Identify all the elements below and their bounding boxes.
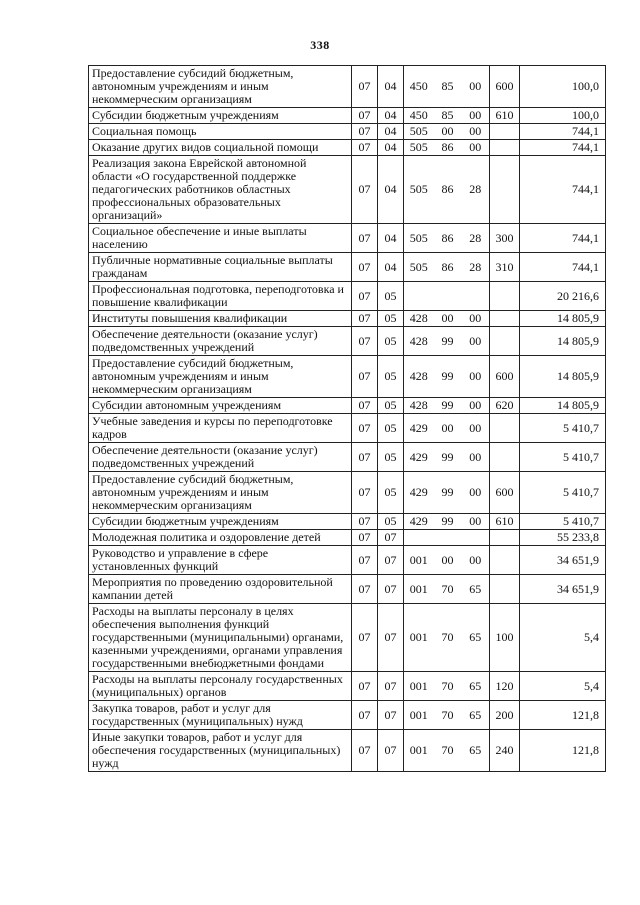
row-name: Социальное обеспечение и иные выплаты населению bbox=[89, 224, 352, 253]
table-row bbox=[89, 311, 606, 327]
amount: 121,8 bbox=[520, 701, 606, 730]
row-name: Субсидии бюджетным учреждениям bbox=[89, 108, 352, 124]
table-row bbox=[89, 472, 606, 514]
amount: 5,4 bbox=[520, 604, 606, 672]
target-article-code-2: 00 bbox=[434, 414, 462, 443]
target-article-code-3: 00 bbox=[462, 414, 490, 443]
table-row bbox=[89, 575, 606, 604]
subsection-code: 07 bbox=[378, 604, 404, 672]
expense-type-code: 240 bbox=[490, 730, 520, 772]
amount: 5,4 bbox=[520, 672, 606, 701]
row-name: Профессиональная подготовка, переподготовка и повышение квалификации bbox=[89, 282, 352, 311]
row-name: Оказание других видов социальной помощи bbox=[89, 140, 352, 156]
row-name: Институты повышения квалификации bbox=[89, 311, 352, 327]
target-article-code-1: 505 bbox=[404, 124, 434, 140]
section-code: 07 bbox=[352, 575, 378, 604]
amount: 744,1 bbox=[520, 124, 606, 140]
amount: 34 651,9 bbox=[520, 546, 606, 575]
target-article-code-2: 99 bbox=[434, 356, 462, 398]
section-code: 07 bbox=[352, 124, 378, 140]
table-row bbox=[89, 108, 606, 124]
row-name: Публичные нормативные социальные выплаты гражданам bbox=[89, 253, 352, 282]
expense-type-code: 300 bbox=[490, 224, 520, 253]
section-code: 07 bbox=[352, 140, 378, 156]
section-code: 07 bbox=[352, 253, 378, 282]
row-name: Расходы на выплаты персоналу государственных (муниципальных) органов bbox=[89, 672, 352, 701]
section-code: 07 bbox=[352, 514, 378, 530]
subsection-code: 04 bbox=[378, 224, 404, 253]
expense-type-code: 610 bbox=[490, 514, 520, 530]
target-article-code-1: 428 bbox=[404, 356, 434, 398]
table-row bbox=[89, 156, 606, 224]
table-row bbox=[89, 124, 606, 140]
expense-type-code bbox=[490, 443, 520, 472]
expense-type-code bbox=[490, 530, 520, 546]
subsection-code: 07 bbox=[378, 546, 404, 575]
table-row bbox=[89, 701, 606, 730]
expense-type-code: 620 bbox=[490, 398, 520, 414]
expense-type-code bbox=[490, 311, 520, 327]
row-name: Обеспечение деятельности (оказание услуг) подведомственных учреждений bbox=[89, 327, 352, 356]
target-article-code-2: 70 bbox=[434, 604, 462, 672]
table-row bbox=[89, 546, 606, 575]
subsection-code: 07 bbox=[378, 672, 404, 701]
target-article-code-1: 429 bbox=[404, 414, 434, 443]
table-row bbox=[89, 443, 606, 472]
expense-type-code bbox=[490, 575, 520, 604]
subsection-code: 07 bbox=[378, 575, 404, 604]
row-name: Руководство и управление в сфере установленных функций bbox=[89, 546, 352, 575]
amount: 55 233,8 bbox=[520, 530, 606, 546]
subsection-code: 07 bbox=[378, 701, 404, 730]
target-article-code-1: 505 bbox=[404, 224, 434, 253]
row-name: Расходы на выплаты персоналу в целях обеспечения выполнения функций государственными (муниципальными) органами, казенными учреждениями, органами управления государственными внебюджетными фондами bbox=[89, 604, 352, 672]
amount: 20 216,6 bbox=[520, 282, 606, 311]
table-row bbox=[89, 730, 606, 772]
target-article-code-1: 001 bbox=[404, 672, 434, 701]
target-article-code-1: 001 bbox=[404, 604, 434, 672]
target-article-code-2: 70 bbox=[434, 575, 462, 604]
table-row bbox=[89, 282, 606, 311]
target-article-code-2: 86 bbox=[434, 140, 462, 156]
section-code: 07 bbox=[352, 530, 378, 546]
section-code: 07 bbox=[352, 224, 378, 253]
target-article-code-3: 28 bbox=[462, 224, 490, 253]
target-article-code-1: 001 bbox=[404, 575, 434, 604]
subsection-code: 05 bbox=[378, 311, 404, 327]
amount: 14 805,9 bbox=[520, 356, 606, 398]
amount: 14 805,9 bbox=[520, 327, 606, 356]
budget-table bbox=[88, 65, 606, 772]
expense-type-code bbox=[490, 546, 520, 575]
row-name: Учебные заведения и курсы по переподготовке кадров bbox=[89, 414, 352, 443]
table-row bbox=[89, 356, 606, 398]
target-article-code-1: 001 bbox=[404, 701, 434, 730]
target-article-code-2: 99 bbox=[434, 472, 462, 514]
row-name: Социальная помощь bbox=[89, 124, 352, 140]
subsection-code: 07 bbox=[378, 530, 404, 546]
section-code: 07 bbox=[352, 156, 378, 224]
subsection-code: 05 bbox=[378, 398, 404, 414]
subsection-code: 04 bbox=[378, 156, 404, 224]
target-article-code-3: 00 bbox=[462, 124, 490, 140]
subsection-code: 05 bbox=[378, 356, 404, 398]
amount: 5 410,7 bbox=[520, 472, 606, 514]
target-article-code-3: 00 bbox=[462, 311, 490, 327]
amount: 100,0 bbox=[520, 66, 606, 108]
target-article-code-1: 429 bbox=[404, 472, 434, 514]
page-number: 338 bbox=[310, 38, 330, 52]
target-article-code-3: 00 bbox=[462, 472, 490, 514]
section-code: 07 bbox=[352, 604, 378, 672]
target-article-code-2: 99 bbox=[434, 398, 462, 414]
section-code: 07 bbox=[352, 472, 378, 514]
target-article-code-1: 001 bbox=[404, 546, 434, 575]
target-article-code-1: 450 bbox=[404, 108, 434, 124]
table-row bbox=[89, 140, 606, 156]
target-article-code-2: 70 bbox=[434, 672, 462, 701]
target-article-code-2: 86 bbox=[434, 253, 462, 282]
row-name: Реализация закона Еврейской автономной области «О государственной поддержке педагогических работников областных профессиональных образовательных организаций» bbox=[89, 156, 352, 224]
amount: 744,1 bbox=[520, 156, 606, 224]
subsection-code: 04 bbox=[378, 140, 404, 156]
target-article-code-2: 86 bbox=[434, 224, 462, 253]
target-article-code-2: 99 bbox=[434, 327, 462, 356]
target-article-code-3: 65 bbox=[462, 672, 490, 701]
section-code: 07 bbox=[352, 327, 378, 356]
target-article-code-2 bbox=[434, 282, 462, 311]
target-article-code-3: 28 bbox=[462, 156, 490, 224]
target-article-code-3: 65 bbox=[462, 730, 490, 772]
target-article-code-2: 85 bbox=[434, 66, 462, 108]
section-code: 07 bbox=[352, 398, 378, 414]
target-article-code-1: 450 bbox=[404, 66, 434, 108]
row-name: Обеспечение деятельности (оказание услуг) подведомственных учреждений bbox=[89, 443, 352, 472]
target-article-code-1: 001 bbox=[404, 730, 434, 772]
target-article-code-3: 65 bbox=[462, 701, 490, 730]
amount: 14 805,9 bbox=[520, 398, 606, 414]
target-article-code-3: 65 bbox=[462, 604, 490, 672]
section-code: 07 bbox=[352, 730, 378, 772]
subsection-code: 05 bbox=[378, 327, 404, 356]
target-article-code-1 bbox=[404, 530, 434, 546]
target-article-code-3: 00 bbox=[462, 398, 490, 414]
target-article-code-3: 00 bbox=[462, 356, 490, 398]
row-name: Субсидии автономным учреждениям bbox=[89, 398, 352, 414]
expense-type-code: 310 bbox=[490, 253, 520, 282]
target-article-code-3: 00 bbox=[462, 327, 490, 356]
amount: 100,0 bbox=[520, 108, 606, 124]
expense-type-code bbox=[490, 140, 520, 156]
amount: 5 410,7 bbox=[520, 514, 606, 530]
subsection-code: 04 bbox=[378, 253, 404, 282]
target-article-code-1: 429 bbox=[404, 514, 434, 530]
target-article-code-3 bbox=[462, 282, 490, 311]
section-code: 07 bbox=[352, 701, 378, 730]
target-article-code-2: 85 bbox=[434, 108, 462, 124]
target-article-code-3: 00 bbox=[462, 66, 490, 108]
subsection-code: 05 bbox=[378, 282, 404, 311]
section-code: 07 bbox=[352, 546, 378, 575]
expense-type-code: 600 bbox=[490, 356, 520, 398]
amount: 744,1 bbox=[520, 140, 606, 156]
amount: 34 651,9 bbox=[520, 575, 606, 604]
amount: 5 410,7 bbox=[520, 443, 606, 472]
target-article-code-2: 70 bbox=[434, 730, 462, 772]
table-row bbox=[89, 66, 606, 108]
section-code: 07 bbox=[352, 66, 378, 108]
section-code: 07 bbox=[352, 443, 378, 472]
amount: 5 410,7 bbox=[520, 414, 606, 443]
amount: 14 805,9 bbox=[520, 311, 606, 327]
expense-type-code bbox=[490, 124, 520, 140]
target-article-code-2 bbox=[434, 530, 462, 546]
table-row bbox=[89, 604, 606, 672]
target-article-code-3: 00 bbox=[462, 546, 490, 575]
target-article-code-1 bbox=[404, 282, 434, 311]
section-code: 07 bbox=[352, 108, 378, 124]
expense-type-code bbox=[490, 282, 520, 311]
section-code: 07 bbox=[352, 311, 378, 327]
target-article-code-1: 428 bbox=[404, 327, 434, 356]
table-row bbox=[89, 253, 606, 282]
row-name: Предоставление субсидий бюджетным, автономным учреждениям и иным некоммерческим организациям bbox=[89, 472, 352, 514]
table-row bbox=[89, 414, 606, 443]
target-article-code-1: 429 bbox=[404, 443, 434, 472]
table-body bbox=[89, 66, 606, 772]
section-code: 07 bbox=[352, 282, 378, 311]
expense-type-code: 120 bbox=[490, 672, 520, 701]
target-article-code-1: 505 bbox=[404, 253, 434, 282]
section-code: 07 bbox=[352, 414, 378, 443]
target-article-code-2: 00 bbox=[434, 124, 462, 140]
subsection-code: 04 bbox=[378, 66, 404, 108]
target-article-code-2: 70 bbox=[434, 701, 462, 730]
table-row bbox=[89, 672, 606, 701]
expense-type-code: 100 bbox=[490, 604, 520, 672]
target-article-code-1: 428 bbox=[404, 311, 434, 327]
amount: 744,1 bbox=[520, 253, 606, 282]
row-name: Молодежная политика и оздоровление детей bbox=[89, 530, 352, 546]
amount: 121,8 bbox=[520, 730, 606, 772]
target-article-code-2: 00 bbox=[434, 546, 462, 575]
row-name: Предоставление субсидий бюджетным, автономным учреждениям и иным некоммерческим организациям bbox=[89, 66, 352, 108]
target-article-code-2: 00 bbox=[434, 311, 462, 327]
table-row bbox=[89, 530, 606, 546]
row-name: Мероприятия по проведению оздоровительной кампании детей bbox=[89, 575, 352, 604]
target-article-code-3 bbox=[462, 530, 490, 546]
section-code: 07 bbox=[352, 672, 378, 701]
expense-type-code: 600 bbox=[490, 472, 520, 514]
target-article-code-1: 505 bbox=[404, 140, 434, 156]
subsection-code: 05 bbox=[378, 414, 404, 443]
expense-type-code: 610 bbox=[490, 108, 520, 124]
target-article-code-3: 00 bbox=[462, 140, 490, 156]
subsection-code: 05 bbox=[378, 472, 404, 514]
subsection-code: 05 bbox=[378, 514, 404, 530]
table-row bbox=[89, 514, 606, 530]
target-article-code-3: 28 bbox=[462, 253, 490, 282]
expense-type-code bbox=[490, 414, 520, 443]
target-article-code-3: 00 bbox=[462, 514, 490, 530]
table-row bbox=[89, 327, 606, 356]
target-article-code-3: 65 bbox=[462, 575, 490, 604]
row-name: Закупка товаров, работ и услуг для государственных (муниципальных) нужд bbox=[89, 701, 352, 730]
table-row bbox=[89, 398, 606, 414]
subsection-code: 07 bbox=[378, 730, 404, 772]
row-name: Субсидии бюджетным учреждениям bbox=[89, 514, 352, 530]
row-name: Предоставление субсидий бюджетным, автономным учреждениям и иным некоммерческим организациям bbox=[89, 356, 352, 398]
target-article-code-1: 505 bbox=[404, 156, 434, 224]
expense-type-code: 600 bbox=[490, 66, 520, 108]
target-article-code-2: 99 bbox=[434, 514, 462, 530]
target-article-code-1: 428 bbox=[404, 398, 434, 414]
target-article-code-2: 86 bbox=[434, 156, 462, 224]
expense-type-code bbox=[490, 156, 520, 224]
subsection-code: 05 bbox=[378, 443, 404, 472]
target-article-code-2: 99 bbox=[434, 443, 462, 472]
expense-type-code: 200 bbox=[490, 701, 520, 730]
target-article-code-3: 00 bbox=[462, 443, 490, 472]
amount: 744,1 bbox=[520, 224, 606, 253]
subsection-code: 04 bbox=[378, 124, 404, 140]
table-row bbox=[89, 224, 606, 253]
section-code: 07 bbox=[352, 356, 378, 398]
subsection-code: 04 bbox=[378, 108, 404, 124]
expense-type-code bbox=[490, 327, 520, 356]
target-article-code-3: 00 bbox=[462, 108, 490, 124]
row-name: Иные закупки товаров, работ и услуг для обеспечения государственных (муниципальных) нужд bbox=[89, 730, 352, 772]
